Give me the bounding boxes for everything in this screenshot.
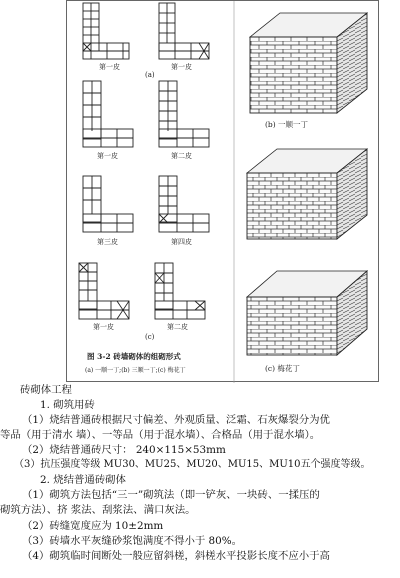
course-label: 第一皮 (97, 152, 118, 160)
paragraph: （1）砌筑方法包括“三一”砌筑法（即一铲灰、一块砖、一揉压的 (22, 489, 320, 501)
course-label: 第一皮 (171, 63, 192, 71)
course-label: 第四皮 (171, 238, 192, 246)
course-label: 第二皮 (171, 152, 192, 160)
figure-subtitle: (a) 一顺一丁;(b) 三顺一丁;(c) 梅花丁 (85, 367, 186, 374)
paragraph: （3）砖墙水平灰缝砂浆饱满度不得小于 80%。 (22, 535, 243, 547)
wall-c (247, 149, 367, 239)
paragraph: 砌筑方法）、挤 浆法、刮浆法、满口灰法。 (0, 504, 196, 516)
panel-label-a: (a) (145, 71, 155, 79)
figure-title: 图 3-2 砖墙砌体的组砌形式 (87, 352, 181, 361)
plan-row-1 (83, 3, 209, 59)
paragraph: （2）烧结普通砖尺寸： 240×115×53mm (22, 444, 226, 456)
wall-caption: (b) 一顺一丁 (265, 120, 309, 129)
wall-d (247, 271, 367, 355)
figure-brick-bonding (66, 0, 379, 382)
heading-2: 2. 烧结普通砖砌体 (40, 474, 126, 486)
paragraph: （1）烧结普通砖根据尺寸偏差、外观质量、泛霜、石灰爆裂分为优 (22, 414, 330, 426)
section-title: 砖砌体工程 (20, 384, 72, 396)
plan-row-3 (83, 176, 209, 232)
wall-caption: (c) 梅花丁 (265, 364, 300, 373)
wall-b (250, 13, 367, 113)
plan-row-4 (79, 263, 205, 319)
paragraph: （4）砌筑临时间断处一般应留斜槎，斜槎水平投影长度不应小于高 (22, 550, 330, 562)
paragraph: 等品（用于清水 墙）、一等品（用于混水墙）、合格品（用于混水墙）。 (0, 429, 321, 441)
course-label: 第一皮 (93, 323, 114, 331)
plan-row-2 (83, 81, 209, 147)
panel-label-c: (c) (145, 333, 155, 341)
heading-1: 1. 砌筑用砖 (40, 399, 95, 411)
course-label: 第一皮 (99, 63, 120, 71)
course-label: 第二皮 (167, 323, 188, 331)
paragraph: （3）抗压强度等级 MU30、MU25、MU20、MU15、MU10五个强度等级。 (14, 459, 371, 470)
course-label: 第三皮 (97, 238, 118, 246)
paragraph: （2）砖缝宽度应为 10±2mm (22, 520, 164, 532)
